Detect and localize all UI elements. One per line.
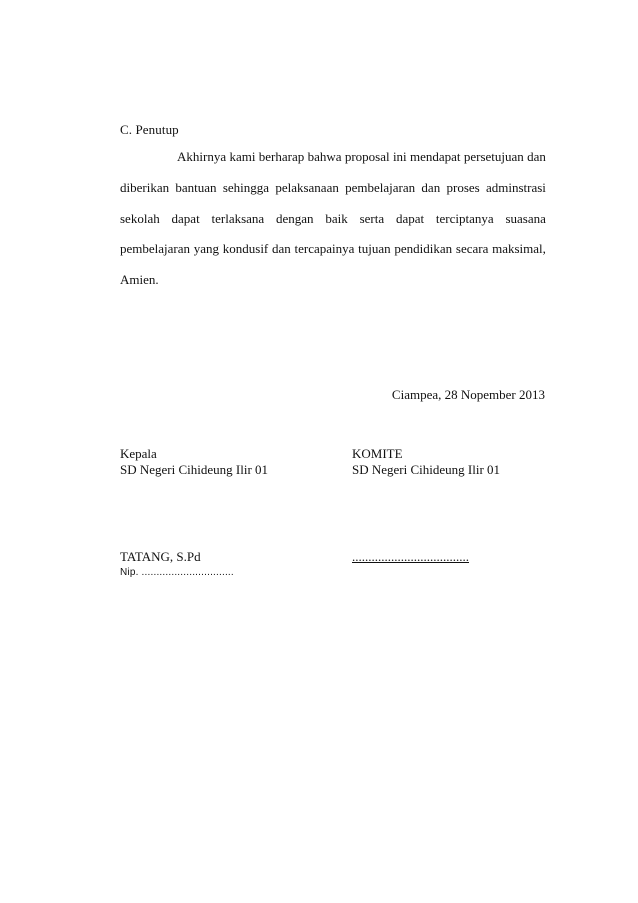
signer-role: Kepala [120,446,157,461]
signer-nip: Nip. ............................... [120,567,234,578]
word: berharap [258,149,305,164]
word: dapat [395,211,425,226]
closing-paragraph-line-5 [120,270,546,290]
word: secara [455,241,489,256]
section-heading: C. Penutup [120,122,179,137]
closing-paragraph-line-4 [120,239,546,259]
word: bantuan [175,180,217,195]
word: pembelajaran [120,241,191,256]
word: dan [421,180,441,195]
word: suasana [505,211,546,226]
signer-name-right: .................................... [352,549,469,564]
word: persetujuan [463,149,524,164]
word: sehingga [222,180,270,195]
word: maksimal, [492,241,546,256]
word: ini [392,149,407,164]
paragraph-line [120,239,546,259]
word: Akhirnya [177,149,227,164]
word: pendidikan [394,241,453,256]
signer-org: SD Negeri Cihideung Ilir 01 [120,462,269,477]
word: adminstrasi [485,180,546,195]
signer-org: SD Negeri Cihideung Ilir 01 [352,462,501,477]
word: proposal [344,149,390,164]
signature-block-right [352,446,500,478]
signer-name-left: TATANG, S.Pd [120,549,201,564]
word: pembelajaran [345,180,416,195]
word: sekolah [120,211,160,226]
word: bahwa [307,149,342,164]
word: proses [446,180,480,195]
word: terlaksana [211,211,265,226]
word: pelaksanaan [275,180,339,195]
closing-paragraph-line-2 [120,178,546,198]
paragraph-line [120,178,546,198]
signer-role: KOMITE [352,446,403,461]
word: diberikan [120,180,170,195]
word: dan [272,241,291,256]
paragraph-line [120,147,546,167]
word: dan [527,149,546,164]
word: tujuan [358,241,391,256]
document-date: Ciampea, 28 Nopember 2013 [391,387,545,402]
word: kondusif [222,241,269,256]
word: terciptanya [435,211,494,226]
word: dapat [171,211,200,226]
paragraph-line [120,209,546,229]
signature-block-left [120,446,268,478]
closing-paragraph [120,147,546,167]
word: dengan [276,211,314,226]
word: serta [359,211,385,226]
word: tercapainya [294,241,355,256]
paragraph-line: Amien. [120,272,159,287]
word: yang [193,241,220,256]
word: kami [229,149,256,164]
word: mendapat [410,149,461,164]
word: baik [325,211,348,226]
closing-paragraph-line-3 [120,209,546,229]
